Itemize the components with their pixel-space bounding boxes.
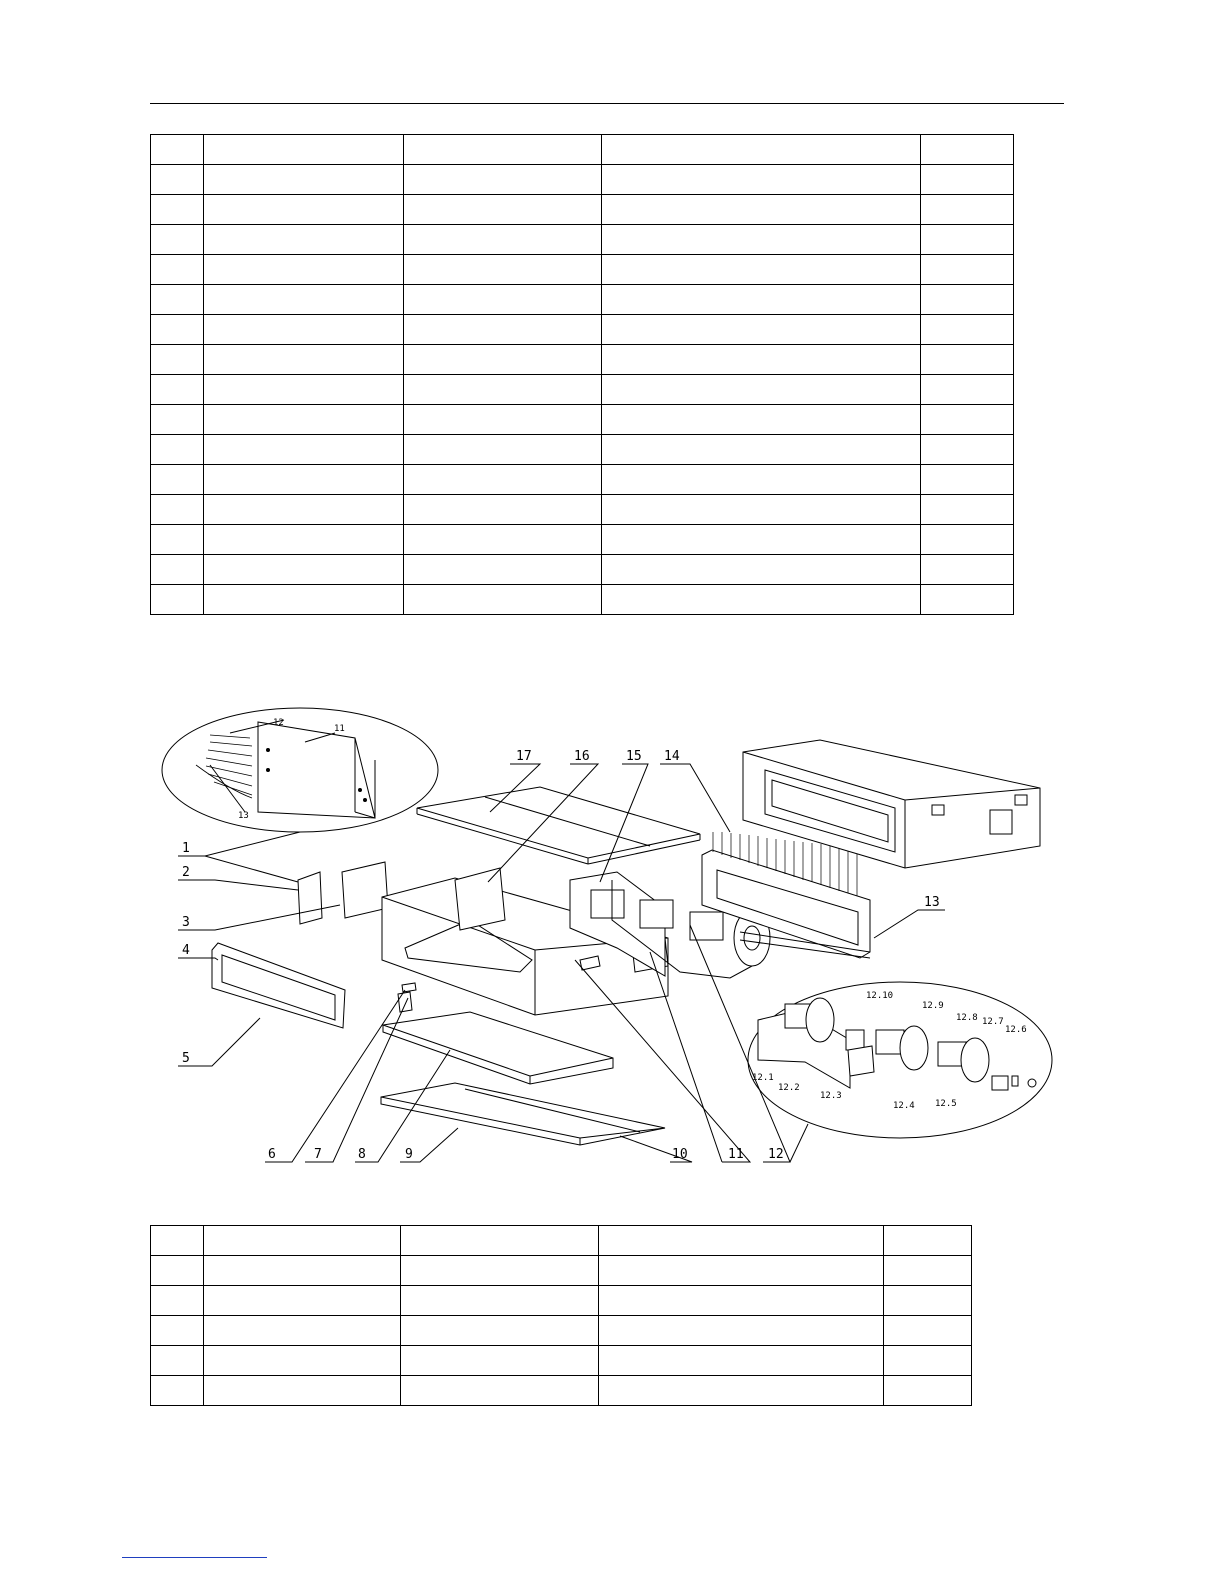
- table-row: [151, 375, 1014, 405]
- table-cell: [921, 255, 1014, 285]
- part-drain-pan: [383, 1012, 613, 1084]
- table-cell: [921, 135, 1014, 165]
- table-cell: [204, 225, 404, 255]
- inset-label-12: 12: [273, 718, 284, 728]
- table-cell: [404, 585, 602, 615]
- table-cell: [151, 525, 204, 555]
- table-cell: [921, 495, 1014, 525]
- table-row: [151, 345, 1014, 375]
- table-row: [151, 225, 1014, 255]
- table-cell: [401, 1226, 599, 1256]
- table-cell: [151, 255, 204, 285]
- table-row: [151, 495, 1014, 525]
- table-cell: [151, 165, 204, 195]
- table-cell: [602, 465, 921, 495]
- table-cell: [401, 1346, 599, 1376]
- table-cell: [602, 585, 921, 615]
- table-cell: [921, 465, 1014, 495]
- table-cell: [404, 405, 602, 435]
- table-cell: [404, 345, 602, 375]
- callout-12: 12: [768, 1147, 784, 1162]
- table-row: [151, 285, 1014, 315]
- table-cell: [884, 1226, 972, 1256]
- inset-label-12-8: 12.8: [956, 1013, 978, 1023]
- table-cell: [404, 555, 602, 585]
- inset-label-12-2: 12.2: [778, 1083, 800, 1093]
- inset-label-12-4: 12.4: [893, 1101, 915, 1111]
- table-cell: [602, 255, 921, 285]
- table-row: [151, 1346, 972, 1376]
- callout-11: 11: [728, 1147, 744, 1162]
- table-cell: [401, 1316, 599, 1346]
- table-cell: [151, 1346, 204, 1376]
- table-row: [151, 405, 1014, 435]
- table-row: [151, 315, 1014, 345]
- callout-6: 6: [268, 1147, 276, 1162]
- callout-10: 10: [672, 1147, 688, 1162]
- table-cell: [151, 315, 204, 345]
- table-cell: [151, 465, 204, 495]
- table-cell: [404, 255, 602, 285]
- inset-label-13: 13: [238, 811, 249, 821]
- callout-17: 17: [516, 749, 532, 764]
- table-cell: [204, 165, 404, 195]
- table-cell: [204, 1316, 401, 1346]
- table-cell: [602, 165, 921, 195]
- table-cell: [404, 225, 602, 255]
- table-cell: [602, 285, 921, 315]
- table-cell: [401, 1286, 599, 1316]
- table-cell: [204, 1226, 401, 1256]
- table-cell: [921, 225, 1014, 255]
- table-cell: [151, 135, 204, 165]
- exploded-view-diagram: [0, 690, 1224, 1170]
- table-cell: [404, 165, 602, 195]
- inset-label-12-7: 12.7: [982, 1017, 1004, 1027]
- table-cell: [151, 435, 204, 465]
- table-cell: [884, 1256, 972, 1286]
- callout-15: 15: [626, 749, 642, 764]
- table-cell: [602, 195, 921, 225]
- table-cell: [204, 1376, 401, 1406]
- table-cell: [151, 225, 204, 255]
- table-cell: [404, 375, 602, 405]
- table-row: [151, 585, 1014, 615]
- table-cell: [884, 1346, 972, 1376]
- table-row: [151, 195, 1014, 225]
- table-cell: [602, 375, 921, 405]
- table-cell: [404, 495, 602, 525]
- table-cell: [921, 375, 1014, 405]
- table-cell: [921, 165, 1014, 195]
- table-cell: [602, 435, 921, 465]
- footer-link-underline[interactable]: [122, 1557, 267, 1558]
- table-cell: [884, 1376, 972, 1406]
- table-cell: [884, 1286, 972, 1316]
- table-cell: [204, 495, 404, 525]
- table-row: [151, 1376, 972, 1406]
- table-cell: [602, 315, 921, 345]
- table-cell: [599, 1376, 884, 1406]
- table-cell: [599, 1316, 884, 1346]
- table-cell: [204, 1346, 401, 1376]
- callout-3: 3: [182, 915, 190, 930]
- table-row: [151, 555, 1014, 585]
- table-cell: [204, 1256, 401, 1286]
- table-cell: [599, 1346, 884, 1376]
- table-row: [151, 135, 1014, 165]
- callout-9: 9: [405, 1147, 413, 1162]
- table-cell: [151, 375, 204, 405]
- table-cell: [921, 585, 1014, 615]
- table-cell: [151, 585, 204, 615]
- table-cell: [602, 225, 921, 255]
- table-cell: [602, 525, 921, 555]
- part-bottom-panel: [381, 1083, 665, 1145]
- table-cell: [204, 285, 404, 315]
- table-cell: [151, 345, 204, 375]
- table-cell: [204, 405, 404, 435]
- table-row: [151, 255, 1014, 285]
- table-cell: [602, 135, 921, 165]
- table-cell: [151, 1256, 204, 1286]
- table-cell: [204, 465, 404, 495]
- table-row: [151, 1226, 972, 1256]
- part-top-panel: [417, 787, 700, 858]
- table-cell: [599, 1226, 884, 1256]
- table-cell: [204, 135, 404, 165]
- table-row: [151, 1316, 972, 1346]
- table-cell: [151, 1316, 204, 1346]
- table-cell: [404, 315, 602, 345]
- table-cell: [204, 375, 404, 405]
- inset-label-12-9: 12.9: [922, 1001, 944, 1011]
- callout-1: 1: [182, 841, 190, 856]
- callout-4: 4: [182, 943, 190, 958]
- table-cell: [204, 585, 404, 615]
- callout-8: 8: [358, 1147, 366, 1162]
- table-cell: [151, 1226, 204, 1256]
- table-cell: [404, 135, 602, 165]
- inset-label-11: 11: [334, 724, 345, 734]
- inset-label-12-1: 12.1: [752, 1073, 774, 1083]
- table-row: [151, 1256, 972, 1286]
- table-cell: [151, 555, 204, 585]
- table-cell: [921, 315, 1014, 345]
- table-cell: [401, 1256, 599, 1286]
- inset-label-12-5: 12.5: [935, 1099, 957, 1109]
- table-cell: [204, 195, 404, 225]
- table-cell: [602, 495, 921, 525]
- table-cell: [602, 555, 921, 585]
- table-row: [151, 435, 1014, 465]
- table-cell: [204, 345, 404, 375]
- table-row: [151, 465, 1014, 495]
- parts-table-bottom: [150, 1225, 972, 1406]
- inset-label-12-10: 12.10: [866, 991, 894, 1001]
- table-cell: [602, 405, 921, 435]
- table-cell: [404, 465, 602, 495]
- table-cell: [921, 525, 1014, 555]
- callout-5: 5: [182, 1051, 190, 1066]
- header-rule: [150, 103, 1064, 104]
- table-cell: [401, 1376, 599, 1406]
- table-cell: [151, 195, 204, 225]
- table-cell: [204, 315, 404, 345]
- table-cell: [404, 525, 602, 555]
- inset-label-12-6: 12.6: [1005, 1025, 1027, 1035]
- assembled-unit: [743, 740, 1040, 868]
- table-cell: [204, 255, 404, 285]
- table-cell: [151, 1376, 204, 1406]
- table-row: [151, 165, 1014, 195]
- table-cell: [204, 1286, 401, 1316]
- callout-16: 16: [574, 749, 590, 764]
- callout-13: 13: [924, 895, 940, 910]
- table-cell: [151, 405, 204, 435]
- callout-7: 7: [314, 1147, 322, 1162]
- table-cell: [602, 345, 921, 375]
- table-cell: [404, 195, 602, 225]
- table-cell: [151, 285, 204, 315]
- callout-14: 14: [664, 749, 680, 764]
- table-cell: [599, 1256, 884, 1286]
- table-cell: [404, 285, 602, 315]
- table-cell: [204, 435, 404, 465]
- table-cell: [404, 435, 602, 465]
- table-cell: [204, 525, 404, 555]
- part-heat-exchanger: [702, 850, 870, 958]
- table-cell: [921, 195, 1014, 225]
- table-row: [151, 525, 1014, 555]
- table-cell: [921, 435, 1014, 465]
- inset-label-12-3: 12.3: [820, 1091, 842, 1101]
- table-cell: [921, 555, 1014, 585]
- table-cell: [884, 1316, 972, 1346]
- callout-2: 2: [182, 865, 190, 880]
- table-cell: [151, 1286, 204, 1316]
- table-cell: [921, 345, 1014, 375]
- table-cell: [151, 495, 204, 525]
- table-cell: [921, 285, 1014, 315]
- table-row: [151, 1286, 972, 1316]
- parts-table-top: [150, 134, 1014, 615]
- table-cell: [204, 555, 404, 585]
- table-cell: [921, 405, 1014, 435]
- table-cell: [599, 1286, 884, 1316]
